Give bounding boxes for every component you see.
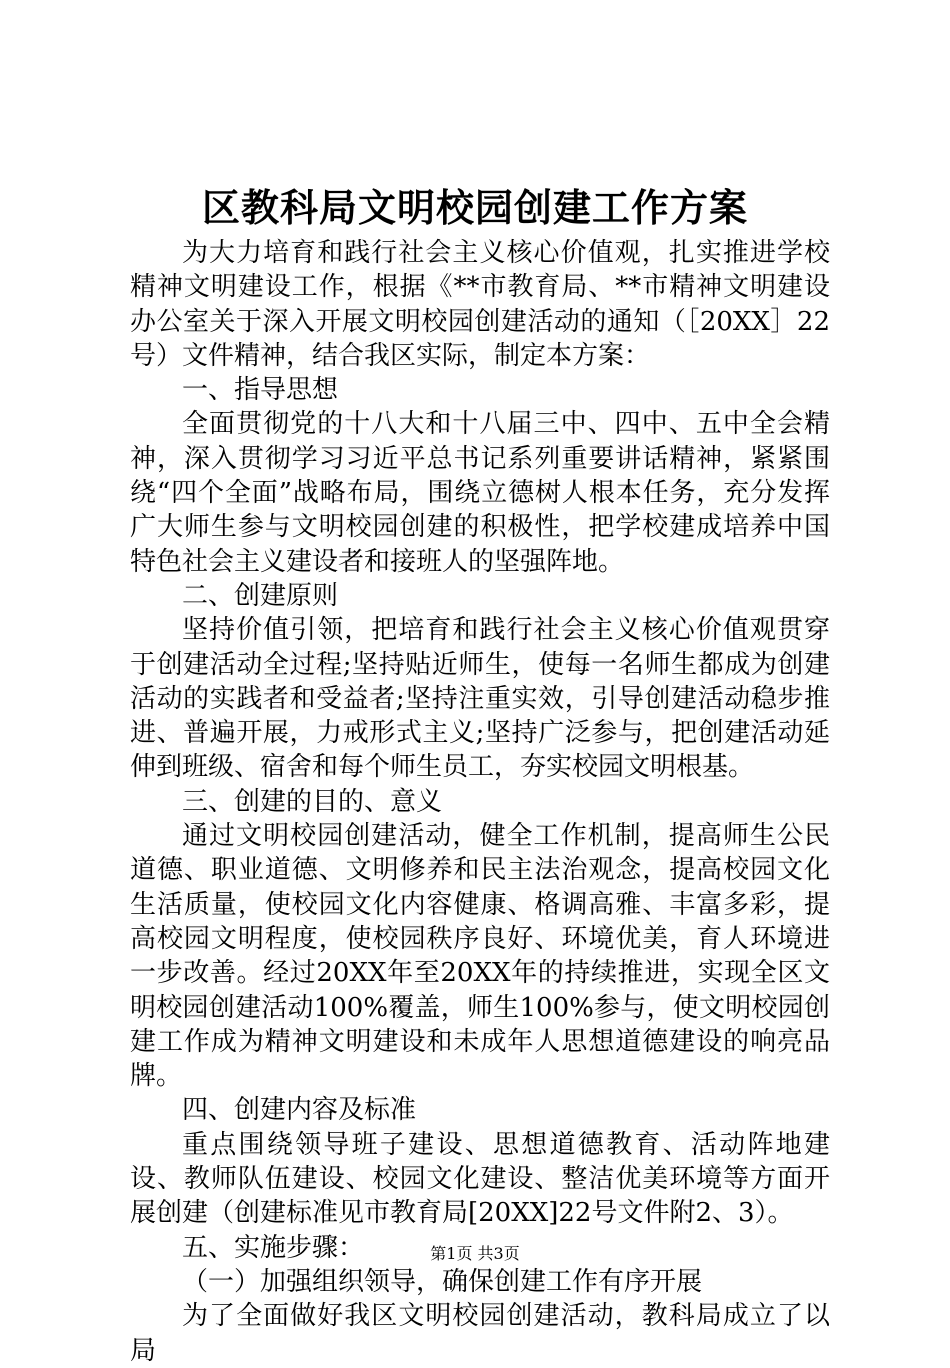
paragraph-guiding-ideology: 全面贯彻党的十八大和十八届三中、四中、五中全会精神，深入贯彻学习习近平总书记系列重要讲话精神，紧紧围绕“四个全面”战略布局，围绕立德树人根本任务，充分发挥广大师生参与文明校园创建的积极性，把学校建成培养中国特色社会主义建设者和接班人的坚强阵地。 — [130, 409, 830, 577]
heading-guiding-ideology: 一、指导思想 — [182, 375, 339, 406]
paragraph-purpose: 通过文明校园创建活动，健全工作机制，提高师生公民道德、职业道德、文明修养和民主法治观念，提高校园文化生活质量，使校园文化内容健康、格调高雅、丰富多彩，提高校园文明程度，使校园秩序良好、环境优美，育人环境进一步改善。经过20XX年至20XX年的持续推进，实现全区文明校园创建活动100%覆盖，师生100%参与，使文明校园创建工作成为精神文明建设和未成年人思想道德建设的响亮品牌。 — [130, 821, 830, 1092]
page-footer: 第1页 共3页 — [430, 1244, 520, 1263]
document-title: 区教科局文明校园创建工作方案 — [201, 185, 748, 230]
heading-implementation: 五、实施步骤： — [182, 1232, 365, 1263]
paragraph-intro: 为大力培育和践行社会主义核心价值观，扎实推进学校精神文明建设工作，根据《**市教育局、**市精神文明建设办公室关于深入开展文明校园创建活动的通知（［20XX］22号）文件精神，结合我区实际，制定本方案： — [130, 238, 830, 371]
paragraph-principles: 坚持价值引领，把培育和践行社会主义核心价值观贯穿于创建活动全过程;坚持贴近师生，使每一名师生都成为创建活动的实践者和受益者;坚持注重实效，引导创建活动稳步推进、普遍开展，力戒形式主义;坚持广泛参与，把创建活动延伸到班级、宿舍和每个师生员工，夯实校园文明根基。 — [130, 615, 830, 783]
paragraph-content-standards: 重点围绕领导班子建设、思想道德教育、活动阵地建设、教师队伍建设、校园文化建设、整洁优美环境等方面开展创建（创建标准见市教育局[20XX]22号文件附2、3）。 — [130, 1129, 830, 1229]
subheading-organization: （一）加强组织领导，确保创建工作有序开展 — [182, 1266, 703, 1297]
document-body — [130, 236, 830, 1368]
paragraph-organization: 为了全面做好我区文明校园创建活动，教科局成立了以局 — [130, 1301, 830, 1366]
heading-content-standards: 四、创建内容及标准 — [182, 1095, 417, 1126]
heading-purpose: 三、创建的目的、意义 — [182, 786, 443, 817]
heading-principles: 二、创建原则 — [182, 580, 339, 611]
